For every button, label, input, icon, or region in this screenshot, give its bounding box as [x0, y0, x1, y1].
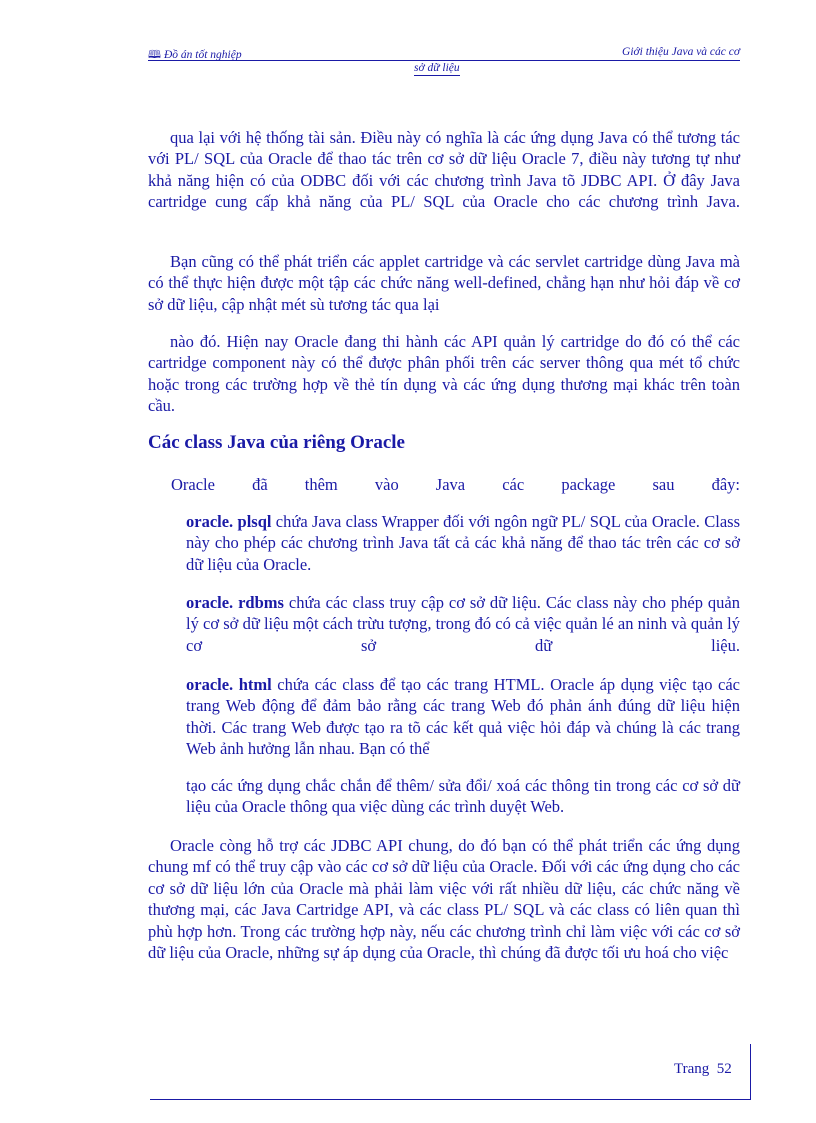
package-desc: chứa các class truy cập cơ sở dữ liệu. Các class này cho phép quản lý cơ sở dữ liệu một cách trừu tượng, trong đó có cả việc quản lé an ninh và quản lý cơ sở dữ liệu. [186, 593, 740, 655]
paragraph-1: qua lại với hệ thống tài sản. Điều này có nghĩa là các ứng dụng Java có thể tương tác với PL/ SQL của Oracle để thao tác trên cơ sở dữ liệu Oracle 7, điều này tương tự như khả năng hiện có của ODBC đối với các chương trình Java tõ JDBC API. Ở đây Java cartridge cung cấp khả năng của PL/ SQL của Oracle cho các chương trình Java. [148, 128, 740, 212]
package-item-html [186, 674, 740, 760]
page-label: Trang [674, 1061, 710, 1077]
package-term: oracle. rdbms [186, 593, 284, 612]
package-term: oracle. plsql [186, 512, 272, 531]
page-number: 52 [716, 1061, 732, 1077]
package-intro: Oracle đã thêm vào Java các package sau đây: [171, 475, 740, 494]
section-heading: Các class Java của riêng Oracle [148, 432, 405, 453]
package-item-html-continuation: tạo các ứng dụng chắc chắn để thêm/ sửa đổi/ xoá các thông tin trong các cơ sở dữ liệu của Oracle thông qua việc dùng các trình duyệt Web. [186, 776, 740, 817]
package-desc: chứa Java class Wrapper đối với ngôn ngữ PL/ SQL của Oracle. Class này cho phép các chương trình Java tất cả các khả năng để thao tác trên các cơ sở dữ liệu của Oracle. [186, 512, 741, 574]
package-item-rdbms [186, 592, 740, 656]
header-right-text: Giới thiệu Java và các cơ [622, 46, 740, 58]
header-right-continuation: sở dữ liệu [414, 62, 460, 74]
header-left [148, 46, 242, 65]
footer-border-right [750, 1044, 751, 1100]
paragraph-3: nào đó. Hiện nay Oracle đang thi hành các API quản lý cartridge do đó có thể các cartridge component này có thể được phân phối trên các server thông qua mét tổ chức hoặc trong các trường hợp về thẻ tín dụng và các ứng dụng thương mại khác trên toàn cầu. [148, 332, 740, 416]
package-desc: chứa các class để tạo các trang HTML. Oracle áp dụng việc tạo các trang Web động để đảm bảo rằng các trang Web đó phản ánh đúng dữ liệu hiện thời. Các trang Web được tạo ra tõ các kết quả việc hỏi đáp và chúng là các trang Web ảnh hưởng lẫn nhau. Bạn có thể [186, 675, 740, 759]
package-term: oracle. html [186, 675, 272, 694]
page-header [148, 46, 740, 61]
book-icon: 🕮 [148, 49, 161, 61]
paragraph-2: Bạn cũng có thể phát triển các applet cartridge và các servlet cartridge dùng Java mà có thể thực hiện được một tập các chức năng well-defined, chẳng hạn như hỏi đáp về cơ sở dữ liệu, cập nhật mét sù tương tác qua lại [148, 252, 740, 314]
paragraph-last: Oracle còng hỗ trợ các JDBC API chung, do đó bạn có thể phát triển các ứng dụng chung mf có thể truy cập vào các cơ sở dữ liệu của Oracle. Đối với các ứng dụng cho các cơ sở dữ liệu lớn của Oracle mà phải làm việc với rất nhiều dữ liệu, các chức năng về thương mại, các Java Cartridge API, và các class PL/ SQL và các class có liên quan thì phù hợp hơn. Trong các trường hợp này, nếu các chương trình chỉ làm việc với các cơ sở dữ liệu của Oracle, những sự áp dụng của Oracle, thì chúng đã được tối ưu hoá cho việc [148, 836, 740, 963]
page-footer [674, 1061, 732, 1078]
footer-border-bottom [150, 1099, 750, 1100]
header-left-text: Đồ án tốt nghiệp [163, 49, 242, 61]
package-item-plsql [186, 511, 740, 575]
